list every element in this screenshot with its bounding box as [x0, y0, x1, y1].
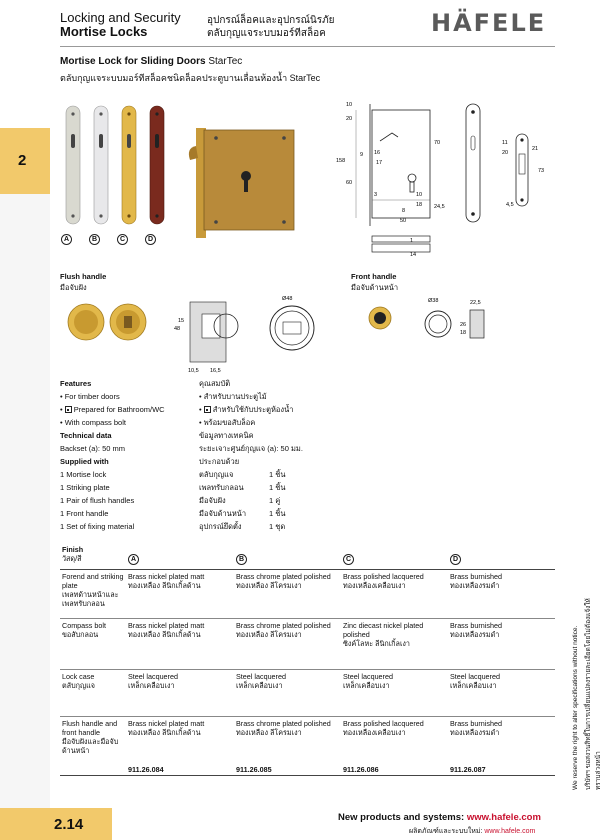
front-handle-photo-recess: [374, 312, 386, 324]
feature-item-2-text: Prepared for Bathroom/WC: [73, 405, 165, 414]
striking-plate-drawing-opening: [519, 154, 525, 174]
footer-th-url[interactable]: www.hafele.com: [484, 828, 536, 835]
dim-flush-16-5: 16,5: [210, 368, 221, 374]
left-margin-bar: [0, 194, 50, 840]
section-title: Locking and Security: [60, 10, 181, 25]
dim-158: 158: [336, 158, 346, 164]
cell-c: [343, 719, 443, 737]
cell-d-th: ทองเหลืองรมดำ: [450, 630, 500, 639]
supplied-item-3-th-text: มือจับฝัง: [199, 496, 226, 505]
bolt-drawing-body: [372, 236, 430, 242]
finish-table-header: [60, 545, 555, 569]
forend-b-image: [94, 106, 108, 224]
bathroom-wc-icon-th: [204, 406, 211, 413]
dim-flush-15: 15: [178, 318, 185, 324]
cell-b-th: เหล็กเคลือบเงา: [236, 681, 283, 690]
dim-17: 17: [376, 160, 383, 166]
column-c-marker: C: [343, 554, 354, 565]
striking-plate-drawing-screw-top: [520, 138, 523, 141]
forend-a-plate: [66, 106, 80, 224]
striking-plate-drawing-outline: [516, 134, 528, 206]
forend-b-screw-bottom: [99, 214, 102, 217]
supplied-item-2-th-text: เพลทรับกลอน: [199, 483, 244, 492]
flush-handle-front-drawing: [270, 306, 314, 350]
dim-strike-20: 20: [502, 150, 509, 156]
supplied-item-4-th-text: มือจับด้านหน้า: [199, 509, 247, 518]
supplied-item-4-th: [199, 507, 349, 520]
table-row: [60, 570, 555, 618]
disclaimer-th: บริษัทฯ ขอสงวนสิทธิ์ในการเปลี่ยนแปลงรายละเอียดโดยไม่ต้องแจ้งให้ทราบล่วงหน้า: [585, 598, 602, 790]
front-handle-front-inner: [429, 315, 447, 333]
striking-plate-drawing-screw-bottom: [520, 198, 523, 201]
forend-drawing-slot: [471, 136, 475, 150]
row-label-en: Lock case: [62, 672, 95, 681]
finish-heading-th: วัสดุ/สี: [62, 554, 82, 563]
dim-front-22-5: 22,5: [470, 300, 481, 306]
table-row: [60, 717, 555, 765]
dim-strike-11: 11: [502, 140, 508, 146]
supplied-item-2-th: [199, 481, 349, 494]
dim-8: 8: [402, 208, 406, 214]
cell-b-en: Steel lacquered: [236, 672, 286, 681]
cell-b-en: Brass chrome plated polished: [236, 719, 331, 728]
dim-18: 18: [416, 202, 423, 208]
cell-c-en: Steel lacquered: [343, 672, 393, 681]
article-number-b: 911.26.085: [236, 765, 272, 774]
forend-c-screw-bottom: [127, 214, 130, 217]
forend-d-screw-top: [155, 112, 158, 115]
article-number-row: [60, 765, 555, 775]
flush-handle-front-outer: [270, 306, 314, 350]
page-number: 2.14: [54, 816, 84, 833]
cell-c-en: Brass polished lacquered: [343, 572, 424, 581]
flush-handle-front-inner: [275, 311, 309, 345]
features-block-th: [199, 377, 349, 533]
forend-drawing: [466, 104, 480, 222]
cell-a-th: เหล็กเคลือบเงา: [128, 681, 175, 690]
dim-9: 9: [360, 152, 364, 158]
supplied-item-4: 1 Front handle: [60, 509, 109, 518]
dim-60: 60: [346, 180, 353, 186]
cell-a-en: Brass nickel plated matt: [128, 719, 205, 728]
supplied-heading-th: ประกอบด้วย: [199, 457, 240, 466]
supplied-item-5-th: [199, 520, 349, 533]
front-handle-front-drawing: [425, 311, 451, 337]
forend-b-plate: [94, 106, 108, 224]
cell-d: [450, 572, 550, 590]
feature-item-3-th: • พร้อมขอสับล็อค: [199, 418, 256, 427]
supplied-item-1-qty: 1 ชิ้น: [269, 470, 286, 479]
dim-70: 70: [434, 140, 441, 146]
row-label: [62, 672, 124, 690]
flush-handle-front-grip: [283, 322, 301, 334]
bolt-drawing-base: [372, 244, 430, 252]
variant-marker-a: A: [61, 234, 72, 245]
cell-b-en: Brass chrome plated polished: [236, 572, 331, 581]
forend-d-screw-bottom: [155, 214, 158, 217]
cell-a-th: ทองเหลือง ลีนิกเกิ้ลด้าน: [128, 728, 201, 737]
chapter-number: 2: [18, 152, 27, 169]
feature-item-2-th: • สำหรับใช้กับประตูห้องน้ำ: [199, 405, 294, 414]
section-title-th: อุปกรณ์ล็อคและอุปกรณ์นิรภัย: [207, 15, 335, 26]
backset-value-th: ระยะเจาะศูนย์กุญแจ (a): 50 มม.: [199, 444, 303, 453]
dim-flush-diameter-48: Ø48: [282, 296, 293, 302]
row-label: [62, 572, 124, 608]
dim-front-diameter-38: Ø38: [428, 298, 439, 304]
supplied-item-3-th: [199, 494, 349, 507]
forend-d-slot: [155, 134, 159, 148]
dim-front-18: 18: [460, 330, 467, 336]
footer-url[interactable]: www.hafele.com: [466, 812, 541, 823]
feature-item-1-th: • สำหรับบานประตูไม้: [199, 392, 267, 401]
features-block: [60, 377, 200, 533]
article-number-c: 911.26.086: [343, 765, 379, 774]
finish-heading: Finish: [62, 545, 84, 554]
cell-a: [128, 621, 228, 639]
lock-case-rivet-2: [282, 136, 286, 140]
variant-marker-b: B: [89, 234, 100, 245]
forend-drawing-screw-top: [471, 110, 475, 114]
forend-drawing-outline: [466, 104, 480, 222]
cell-b-en: Brass chrome plated polished: [236, 621, 331, 630]
dim-16: 16: [374, 150, 381, 156]
dim-strike-4-5: 4,5: [506, 202, 514, 208]
row-label-en: Forend and striking plate: [62, 572, 124, 590]
product-photos: [56, 96, 316, 248]
dim-50: 50: [400, 218, 407, 224]
technical-heading-th: ข้อมูลทางเทคนิค: [199, 431, 254, 440]
column-a-marker: A: [128, 554, 139, 565]
header-rule: [60, 46, 555, 47]
supplied-item-3-qty: 1 คู่: [269, 496, 281, 505]
supplied-item-5-qty: 1 ชุด: [269, 522, 286, 531]
forend-a-screw-bottom: [71, 214, 74, 217]
supplied-item-2: 1 Striking plate: [60, 483, 110, 492]
bathroom-wc-icon: [65, 406, 72, 413]
front-handle-label: Front handle: [351, 272, 397, 281]
cell-b: [236, 672, 336, 690]
dim-bolt-14: 14: [410, 252, 417, 258]
front-handle-photo: [369, 307, 391, 329]
forend-c-slot: [127, 134, 131, 148]
dim-front-26: 26: [460, 322, 467, 328]
dim-24-5: 24,5: [434, 204, 445, 210]
row-label-th: เพลทด้านหน้าและเพลทรับกลอน: [62, 590, 119, 608]
lock-case-rivet-1: [214, 136, 218, 140]
lock-case-rivet-4: [282, 220, 286, 224]
cell-c: [343, 621, 443, 648]
cell-d: [450, 621, 550, 639]
cell-b: [236, 719, 336, 737]
lock-case-image: [189, 128, 294, 238]
dim-10-bottom: 10: [416, 192, 423, 198]
variant-marker-c: C: [117, 234, 128, 245]
row-label: [62, 621, 124, 639]
flush-handle-label-th: มือจับฝัง: [60, 283, 87, 292]
column-b-marker: B: [236, 554, 247, 565]
lock-case-key-slot: [244, 180, 248, 192]
forend-a-slot: [71, 134, 75, 148]
row-label-en: Compass bolt: [62, 621, 106, 630]
striking-plate-drawing: [516, 134, 528, 206]
supplied-item-2-qty: 1 ชิ้น: [269, 483, 286, 492]
lock-case-rivet-3: [214, 220, 218, 224]
cell-d-en: Steel lacquered: [450, 672, 500, 681]
cell-d-en: Brass burnished: [450, 572, 502, 581]
cell-d-en: Brass burnished: [450, 719, 502, 728]
footer-new-products: [338, 812, 541, 823]
forend-d-plate: [150, 106, 164, 224]
front-handle-drawings: [362, 294, 502, 354]
variant-marker-d: D: [145, 234, 156, 245]
footer-new-label: New products and systems:: [338, 812, 465, 823]
cell-d-th: เหล็กเคลือบเงา: [450, 681, 497, 690]
supplied-item-1-th: [199, 468, 349, 481]
feature-item-2: • Prepared for Bathroom/WC: [60, 405, 165, 414]
lock-key-slot-outline: [410, 182, 414, 192]
cell-c-th: เหล็กเคลือบเงา: [343, 681, 390, 690]
footer-new-products-th: [409, 826, 535, 837]
page-number-box: [0, 808, 112, 840]
product-title: [60, 56, 242, 67]
article-number-d: 911.26.087: [450, 765, 486, 774]
supplied-item-5-th-text: อุปกรณ์ยึดตั้ง: [199, 522, 242, 531]
disclaimer: We reserve the right to alter specifications without notice.: [572, 625, 579, 790]
flush-handle-section-drawing: [190, 302, 238, 362]
hafele-logo: HÄFELE: [431, 9, 547, 37]
row-label: [62, 719, 124, 755]
supplied-item-4-qty: 1 ชิ้น: [269, 509, 286, 518]
flush-handle-photo-left-recess: [74, 310, 98, 334]
front-handle-side-body: [470, 310, 484, 338]
forend-c-screw-top: [127, 112, 130, 115]
cell-b-th: ทองเหลือง ลีโครมเงา: [236, 581, 302, 590]
cell-c-th: ทองเหลืองเคลือบเงา: [343, 728, 406, 737]
forend-c-image: [122, 106, 136, 224]
row-label-th: ตลับกุญแจ: [62, 681, 95, 690]
cell-d: [450, 719, 550, 737]
lock-cylinder-hole: [408, 174, 416, 182]
forend-c-plate: [122, 106, 136, 224]
features-heading-th: คุณสมบัติ: [199, 379, 231, 388]
cell-c-en: Zinc diecast nickel plated polished: [343, 621, 424, 639]
row-label-th: ขอสับกลอน: [62, 630, 99, 639]
cell-a-th: ทองเหลือง ลีนิกเกิ้ลด้าน: [128, 630, 201, 639]
dim-bolt-1: 1: [410, 238, 414, 244]
lock-bolt-path: [380, 133, 398, 141]
feature-item-1: • For timber doors: [60, 392, 120, 401]
supplied-item-5: 1 Set of fixing material: [60, 522, 135, 531]
forend-d-image: [150, 106, 164, 224]
lock-case-spindle-hole: [241, 171, 251, 181]
cell-c-th: ซิงค์โลหะ ลีนิกเกิ้ลเงา: [343, 639, 410, 648]
product-title-th: ตลับกุญแจระบบมอร์ทีสล็อคชนิดล็อคประตูบานเลื่อนห้องน้ำ StarTec: [60, 73, 321, 83]
cell-a-th: ทองเหลือง ลีนิกเกิ้ลด้าน: [128, 581, 201, 590]
cell-c-th: ทองเหลืองเคลือบเงา: [343, 581, 406, 590]
product-brand: StarTec: [208, 56, 243, 67]
lock-technical-drawing: [316, 96, 556, 262]
cell-a-en: Brass nickel plated matt: [128, 572, 205, 581]
front-handle-label-th: มือจับด้านหน้า: [351, 283, 399, 292]
row-label-en: Flush handle and front handle: [62, 719, 118, 737]
forend-b-slot: [99, 134, 103, 148]
feature-item-2-th-text: สำหรับใช้กับประตูห้องน้ำ: [212, 405, 294, 414]
forend-a-screw-top: [71, 112, 74, 115]
cell-d-en: Brass burnished: [450, 621, 502, 630]
dim-flush-48: 48: [174, 326, 181, 332]
dim-10-top: 10: [346, 102, 353, 108]
forend-b-screw-top: [99, 112, 102, 115]
cell-d-th: ทองเหลืองรมดำ: [450, 581, 500, 590]
table-row: [60, 670, 555, 716]
forend-drawing-screw-bottom: [471, 212, 475, 216]
cell-a: [128, 719, 228, 737]
cell-b-th: ทองเหลือง ลีโครมเงา: [236, 630, 302, 639]
cell-b-th: ทองเหลือง ลีโครมเงา: [236, 728, 302, 737]
product-title-text: Mortise Lock for Sliding Doors: [60, 56, 206, 67]
cell-a: [128, 672, 228, 690]
footer-th-label: ผลิตภัณฑ์และระบบใหม่:: [409, 828, 483, 835]
front-handle-side-drawing: [470, 310, 484, 338]
dim-flush-10-5: 10,5: [188, 368, 199, 374]
forend-a-image: [66, 106, 80, 224]
cell-a-en: Brass nickel plated matt: [128, 621, 205, 630]
flush-handle-drawings: [60, 294, 330, 376]
dim-strike-73: 73: [538, 168, 545, 174]
cell-b: [236, 621, 336, 639]
table-row: [60, 619, 555, 669]
row-label-th: มือจับฝังและมือจับด้านหน้า: [62, 737, 119, 755]
table-rule-bottom: [60, 775, 555, 776]
dim-strike-21: 21: [532, 146, 539, 152]
flush-handle-photo-thumb-turn: [124, 316, 132, 328]
cell-d-th: ทองเหลืองรมดำ: [450, 728, 500, 737]
chapter-tab: [0, 128, 50, 194]
bolt-drawing: [372, 236, 430, 252]
feature-item-3: • With compass bolt: [60, 418, 126, 427]
cell-a: [128, 572, 228, 590]
cell-c: [343, 672, 443, 690]
finish-table: [60, 545, 555, 775]
cell-d: [450, 672, 550, 690]
features-heading: Features: [60, 379, 92, 388]
supplied-item-1-th-text: ตลับกุญแจ: [199, 470, 234, 479]
supplied-item-1: 1 Mortise lock: [60, 470, 107, 479]
cell-a-en: Steel lacquered: [128, 672, 178, 681]
technical-heading: Technical data: [60, 431, 112, 440]
supplied-item-3: 1 Pair of flush handles: [60, 496, 135, 505]
dim-3: 3: [374, 192, 378, 198]
section-subtitle-th: ตลับกุญแจระบบมอร์ทีสล็อค: [207, 28, 326, 39]
cell-c-en: Brass polished lacquered: [343, 719, 424, 728]
cell-c: [343, 572, 443, 590]
section-subtitle: Mortise Locks: [60, 24, 148, 39]
cell-b: [236, 572, 336, 590]
column-d-marker: D: [450, 554, 461, 565]
article-number-a: 911.26.084: [128, 765, 164, 774]
dim-20: 20: [346, 116, 353, 122]
flush-handle-label: Flush handle: [60, 272, 107, 281]
flush-handle-photo: [68, 304, 146, 340]
supplied-heading: Supplied with: [60, 457, 109, 466]
backset-value: Backset (a): 50 mm: [60, 444, 126, 453]
